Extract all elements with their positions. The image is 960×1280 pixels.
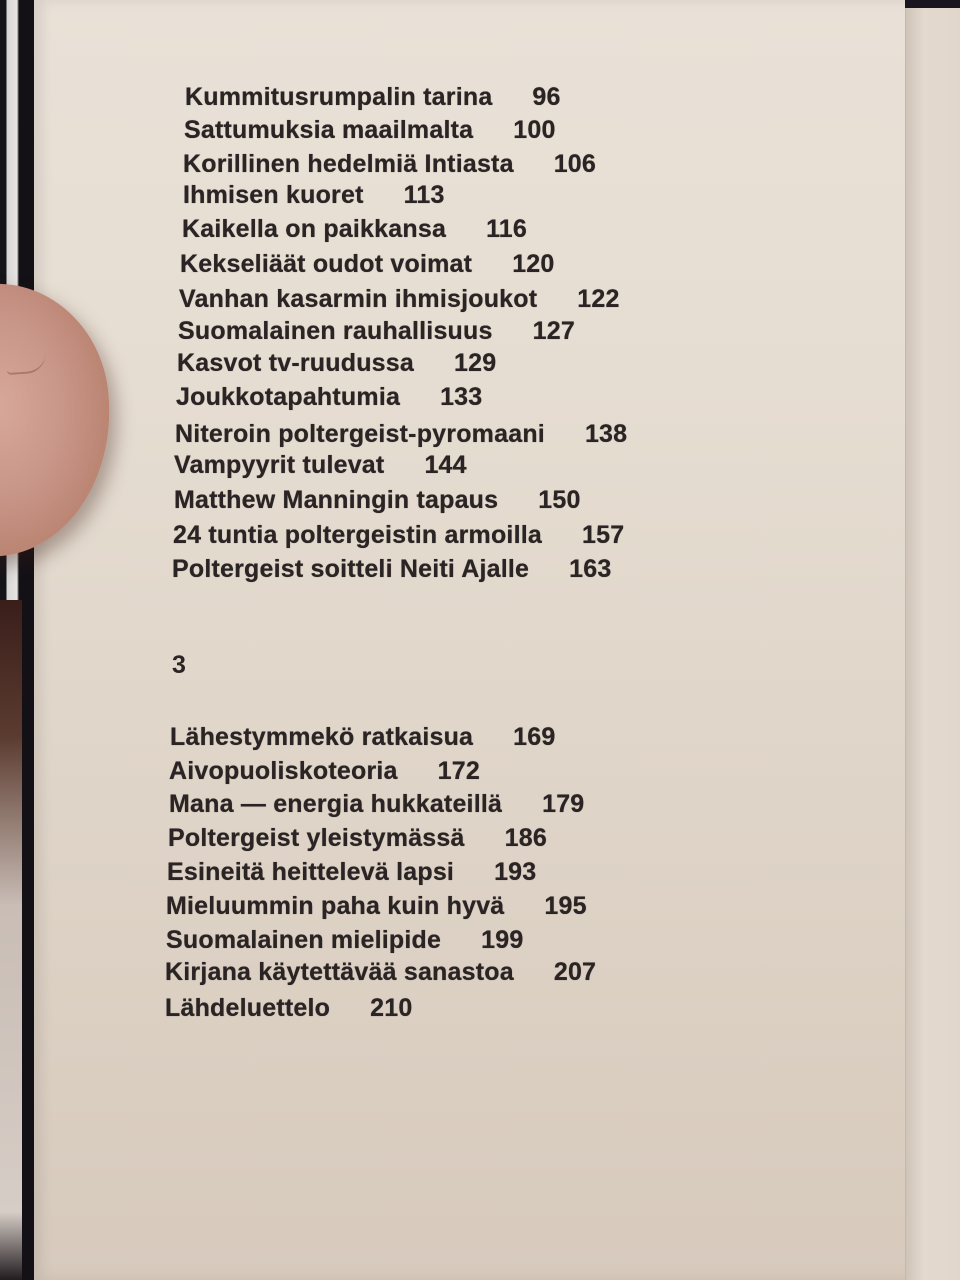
entry-title: Suomalainen rauhallisuus (178, 317, 493, 345)
toc-entry (166, 891, 587, 921)
toc-entry (177, 348, 496, 378)
entry-title: Esineitä heittelevä lapsi (167, 858, 455, 886)
toc-entry (169, 789, 584, 819)
entry-title: Niteroin poltergeist-pyromaani (175, 420, 545, 448)
entry-page: 150 (538, 486, 581, 514)
toc-entry (174, 450, 467, 480)
entry-page: 144 (424, 451, 467, 479)
entry-title: Kirjana käytettävää sanastoa (165, 958, 514, 986)
toc-entry (183, 149, 596, 179)
toc-entry (175, 419, 627, 449)
entry-title: Mana — energia hukkateillä (169, 790, 503, 818)
entry-page: 120 (512, 250, 555, 278)
entry-title: 24 tuntia poltergeistin armoilla (173, 521, 542, 549)
entry-title: Kaikella on paikkansa (182, 215, 447, 243)
entry-page: 133 (440, 383, 483, 411)
entry-page: 186 (504, 824, 547, 852)
entry-title: Kasvot tv-ruudussa (177, 349, 414, 377)
entry-title: Lähestymmekö ratkaisua (170, 723, 474, 751)
entry-title: Matthew Manningin tapaus (174, 486, 499, 514)
entry-page: 157 (581, 521, 625, 549)
entry-page: 96 (532, 83, 561, 111)
entry-title: Sattumuksia maailmalta (184, 116, 474, 144)
entry-page: 169 (513, 723, 556, 751)
toc-entry (180, 249, 555, 279)
entry-page: 163 (569, 555, 612, 583)
entry-page: 106 (553, 150, 596, 178)
toc-entry (167, 857, 536, 887)
toc-entry (165, 957, 596, 987)
entry-title: Vampyyrit tulevat (174, 451, 385, 479)
toc-entry (174, 485, 581, 515)
entry-page: 195 (544, 892, 587, 920)
entry-title: Joukkotapahtumia (176, 383, 401, 411)
entry-page: 100 (513, 116, 556, 144)
toc-entry (176, 382, 482, 412)
entry-title: Poltergeist yleistymässä (168, 824, 465, 852)
entry-title: Korillinen hedelmiä Intiasta (183, 150, 514, 178)
toc-entry (169, 756, 480, 786)
entry-page: 122 (577, 285, 620, 313)
entry-title: Ihmisen kuoret (183, 181, 364, 209)
entry-page: 116 (486, 215, 527, 243)
toc-entry (183, 180, 445, 210)
entry-page: 207 (553, 958, 597, 986)
entry-page: 210 (370, 994, 413, 1022)
entry-title: Vanhan kasarmin ihmisjoukot (179, 285, 538, 313)
entry-title: Aivopuoliskoteoria (169, 757, 398, 785)
entry-page: 127 (532, 317, 575, 345)
toc-entry (185, 82, 561, 112)
entry-title: Mieluummin paha kuin hyvä (166, 892, 505, 920)
entry-title: Suomalainen mielipide (166, 926, 442, 954)
toc-entry (184, 115, 556, 145)
entry-title: Lähdeluettelo (165, 994, 331, 1022)
toc-entry (172, 554, 611, 584)
section-number: 3 (172, 651, 187, 679)
entry-page: 172 (437, 757, 480, 785)
entry-page: 199 (481, 926, 524, 954)
thumbnail-crease (6, 352, 47, 375)
entry-page: 179 (542, 790, 585, 818)
toc-entry (166, 925, 523, 955)
entry-page: 129 (454, 349, 497, 377)
entry-page: 193 (494, 858, 537, 886)
toc-entry (170, 722, 555, 752)
entry-page: 113 (403, 181, 445, 209)
entry-page: 138 (584, 420, 628, 448)
entry-title: Kummitusrumpalin tarina (185, 83, 493, 111)
toc-entry (179, 284, 620, 314)
entry-title: Kekseliäät oudot voimat (180, 250, 473, 278)
toc-entry (173, 520, 624, 550)
toc-entry (178, 316, 575, 346)
toc-entry (165, 993, 412, 1023)
entry-title: Poltergeist soitteli Neiti Ajalle (172, 555, 530, 583)
toc-entry (168, 823, 547, 853)
toc-entry (182, 214, 527, 244)
